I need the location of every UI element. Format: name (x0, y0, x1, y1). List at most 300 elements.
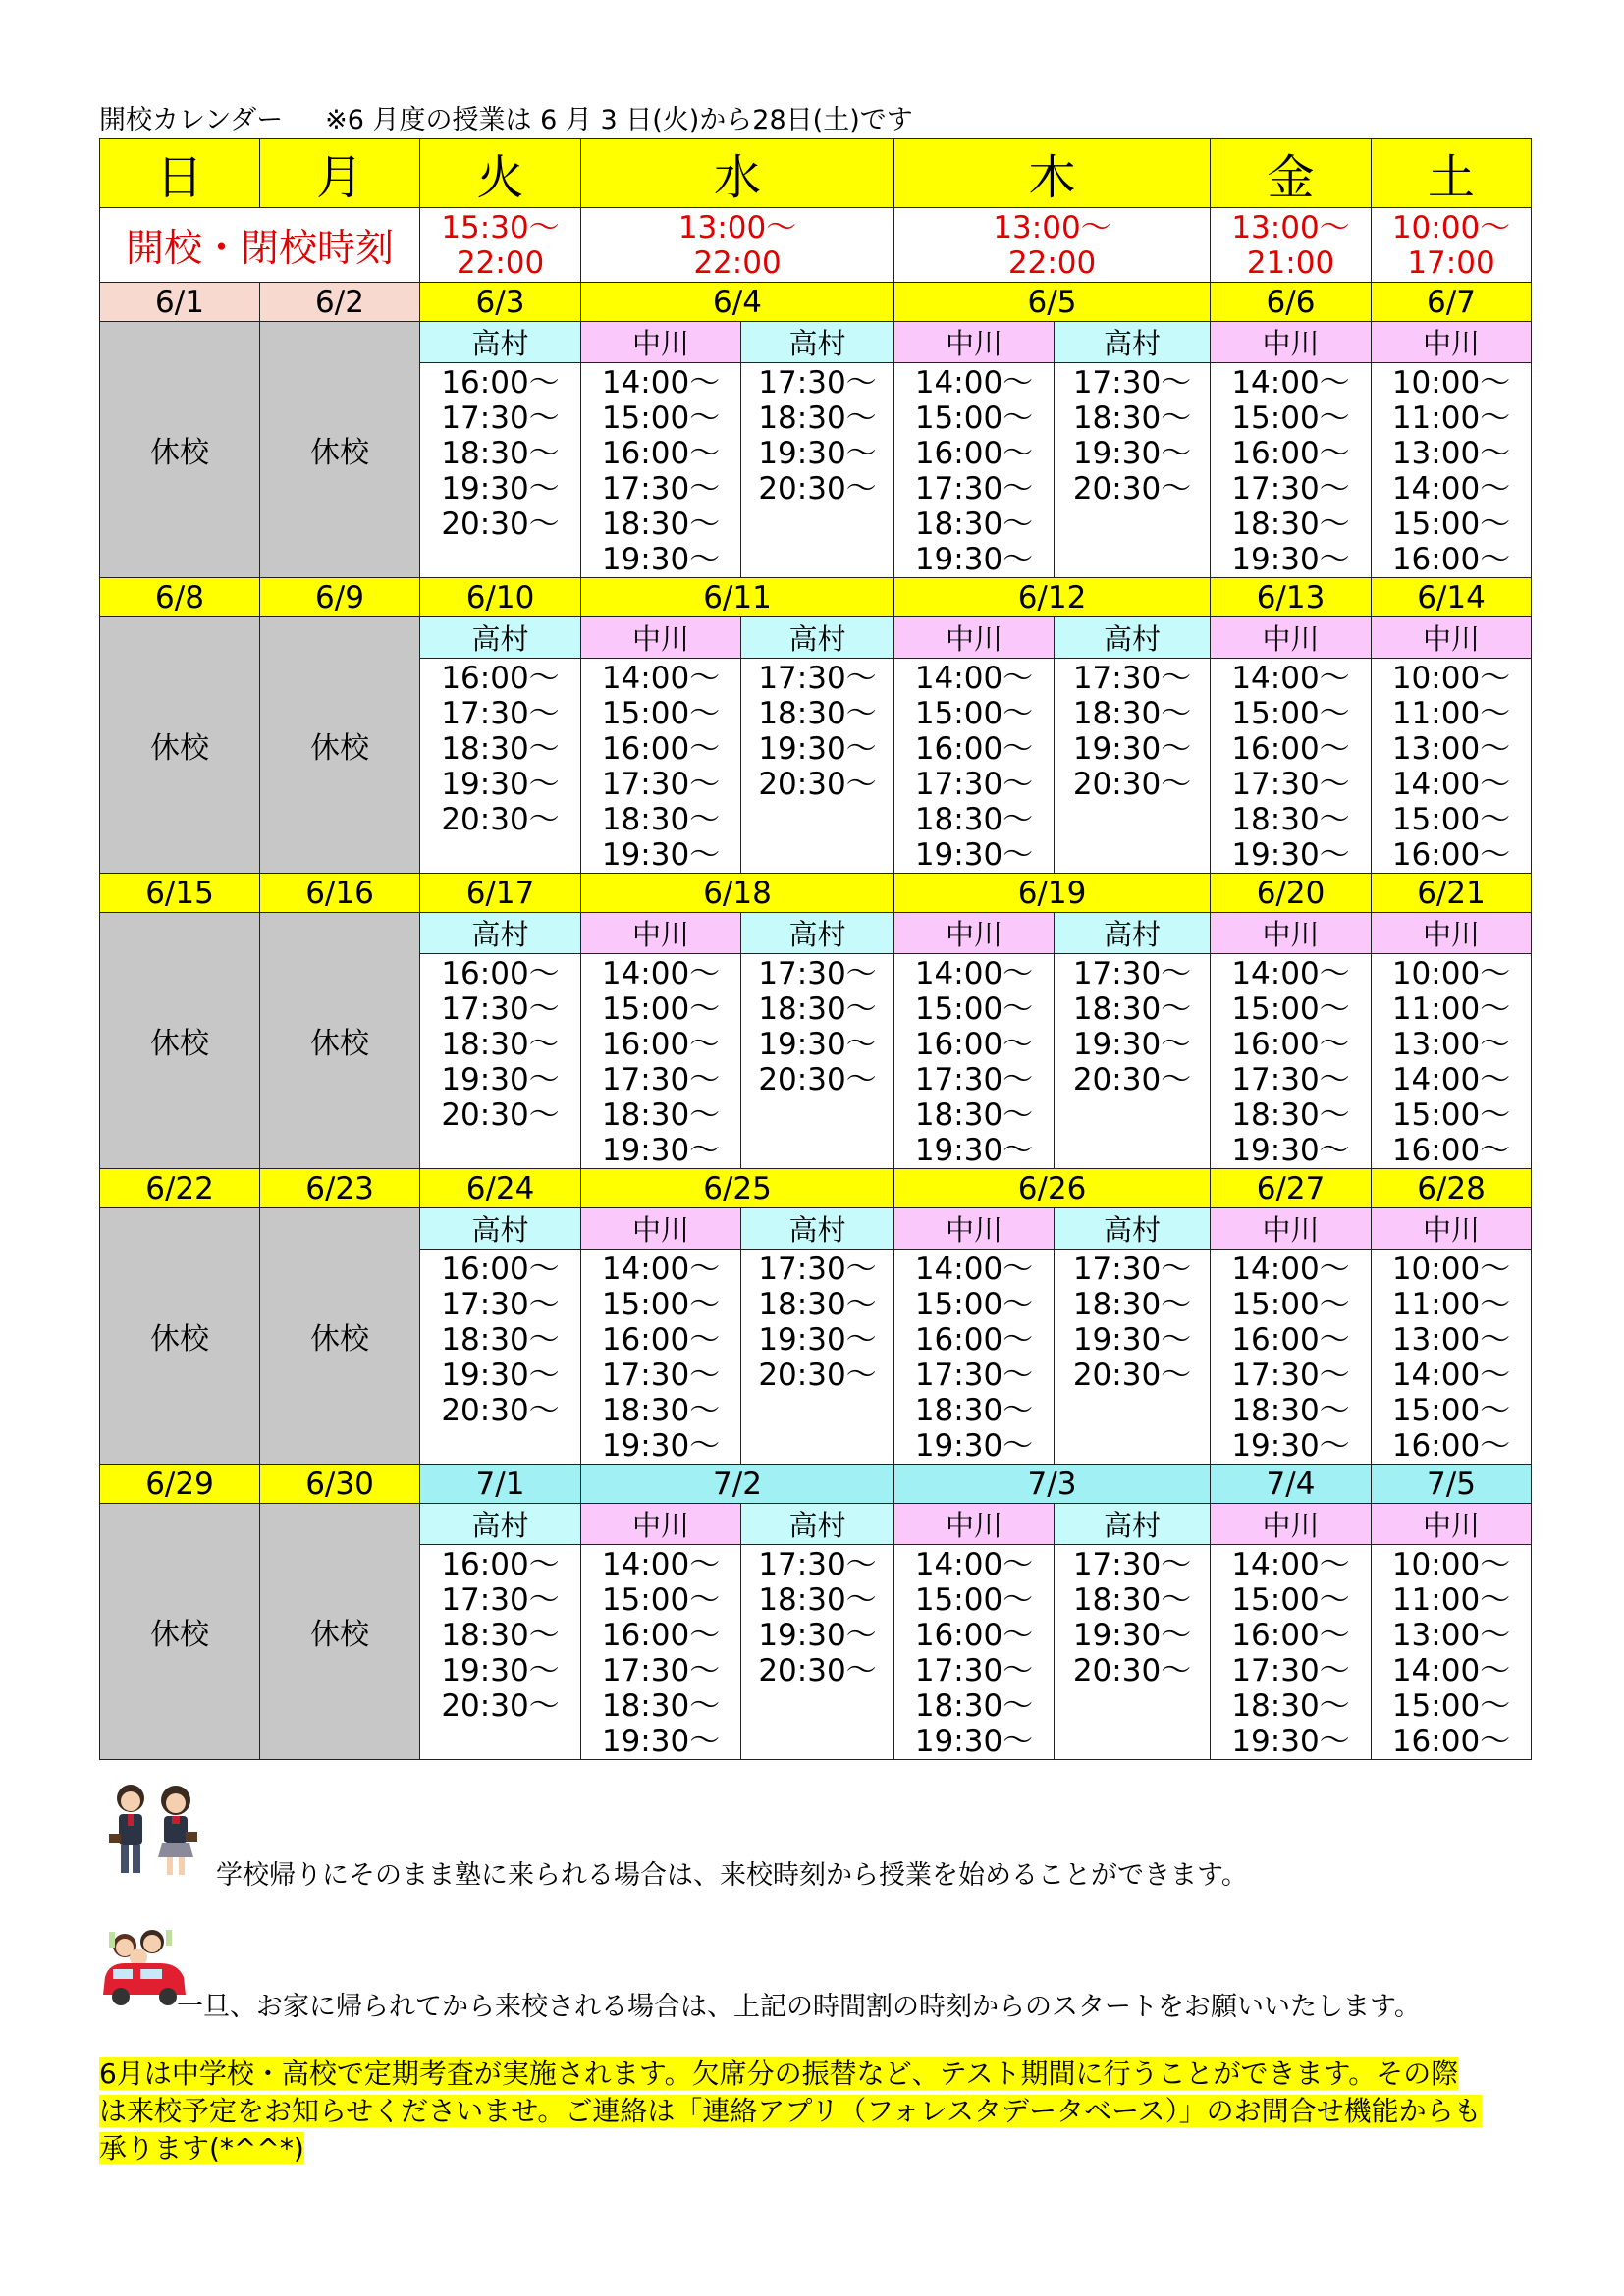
timeslot: 20:30～ (441, 507, 560, 542)
timeslot: 14:00～ (914, 661, 1034, 696)
timeslot: 19:30～ (914, 837, 1034, 873)
closed-sun: 休校 (100, 617, 260, 874)
timeslot: 16:00～ (441, 365, 560, 400)
dayname-mon: 月 (260, 139, 420, 208)
timeslot: 20:30～ (1072, 1358, 1192, 1393)
timeslot: 18:30～ (758, 400, 877, 436)
timeslot: 18:30～ (1072, 991, 1192, 1027)
timeslot: 16:00～ (601, 731, 721, 767)
timeslot: 14:00～ (1231, 365, 1350, 400)
teacher-cell: 中川 (581, 617, 741, 659)
timeslot: 17:30～ (914, 1653, 1034, 1688)
timeslot: 14:00～ (601, 956, 721, 991)
teacher-cell: 中川 (1211, 322, 1372, 363)
timeslot: 19:30～ (1231, 1133, 1350, 1168)
timeslot: 15:00～ (601, 1582, 721, 1618)
timeslot-list (420, 1250, 581, 1465)
timeslot: 19:30～ (601, 1724, 721, 1759)
timeslot: 17:30～ (1231, 471, 1350, 507)
teacher-cell: 中川 (1211, 1208, 1372, 1250)
timeslot: 17:30～ (1231, 1653, 1350, 1688)
date-cell: 6/14 (1372, 578, 1532, 617)
timeslot: 15:00～ (1391, 1688, 1511, 1724)
date-cell: 6/28 (1372, 1169, 1532, 1208)
timeslot: 13:00～ (1391, 731, 1511, 767)
teacher-cell: 高村 (1055, 617, 1211, 659)
timeslot: 14:00～ (1231, 1252, 1350, 1287)
timeslot-list (1372, 954, 1532, 1169)
timeslot: 19:30～ (1231, 1724, 1350, 1759)
timeslot: 18:30～ (914, 802, 1034, 837)
date-cell: 6/7 (1372, 283, 1532, 322)
timeslot: 17:30～ (758, 1252, 877, 1287)
teacher-cell: 高村 (741, 1504, 894, 1545)
hours-label: 開校・閉校時刻 (100, 208, 420, 283)
timeslot: 16:00～ (601, 1618, 721, 1653)
teacher-cell: 高村 (420, 1504, 581, 1545)
hours-tue: 15:30～ 22:00 (420, 208, 581, 283)
timeslot: 17:30～ (914, 767, 1034, 802)
timeslot: 13:00～ (1391, 1618, 1511, 1653)
closed-mon: 休校 (260, 913, 420, 1169)
timeslot: 16:00～ (914, 1027, 1034, 1062)
timeslot: 18:30～ (1231, 1097, 1350, 1133)
timeslot-list (420, 1545, 581, 1760)
timeslot-list (1211, 363, 1372, 578)
date-cell: 6/23 (260, 1169, 420, 1208)
dayname-fri: 金 (1211, 139, 1372, 208)
timeslot: 19:30～ (914, 1428, 1034, 1464)
closed-mon: 休校 (260, 617, 420, 874)
timeslot-list (741, 954, 894, 1169)
timeslot-list (1055, 954, 1211, 1169)
timeslot: 15:00～ (601, 991, 721, 1027)
date-cell: 6/8 (100, 578, 260, 617)
date-cell: 6/15 (100, 874, 260, 913)
timeslot: 19:30～ (1231, 1428, 1350, 1464)
timeslot: 14:00～ (1391, 767, 1511, 802)
date-cell: 6/22 (100, 1169, 260, 1208)
timeslot: 15:00～ (1231, 1582, 1350, 1618)
closed-mon: 休校 (260, 1208, 420, 1465)
timeslot-list (894, 954, 1055, 1169)
date-cell: 7/1 (420, 1465, 581, 1504)
teacher-cell: 中川 (1372, 1208, 1532, 1250)
timeslot: 19:30～ (441, 1358, 560, 1393)
timeslot: 18:30～ (1231, 1393, 1350, 1428)
timeslot-list (1211, 1545, 1372, 1760)
timeslot: 19:30～ (1072, 731, 1192, 767)
date-cell: 6/24 (420, 1169, 581, 1208)
timeslot: 17:30～ (914, 1358, 1034, 1393)
closed-mon: 休校 (260, 1504, 420, 1760)
timeslot: 16:00～ (601, 436, 721, 471)
timeslot: 17:30～ (441, 400, 560, 436)
teacher-cell: 高村 (1055, 1504, 1211, 1545)
teacher-cell: 高村 (420, 1208, 581, 1250)
timeslot: 16:00～ (1391, 1133, 1511, 1168)
teacher-cell: 高村 (741, 913, 894, 954)
date-cell: 6/18 (581, 874, 894, 913)
teacher-cell: 中川 (1211, 913, 1372, 954)
timeslot: 14:00～ (914, 1547, 1034, 1582)
teacher-cell: 中川 (894, 1504, 1055, 1545)
timeslot: 14:00～ (601, 365, 721, 400)
timeslot: 18:30～ (758, 991, 877, 1027)
date-cell: 6/21 (1372, 874, 1532, 913)
timeslot: 18:30～ (1072, 1287, 1192, 1322)
timeslot-list (420, 954, 581, 1169)
timeslot: 19:30～ (441, 471, 560, 507)
teacher-cell: 中川 (894, 1208, 1055, 1250)
closed-sun: 休校 (100, 1504, 260, 1760)
timeslot: 18:30～ (601, 1688, 721, 1724)
timeslot: 11:00～ (1391, 1582, 1511, 1618)
date-cell: 6/1 (100, 283, 260, 322)
students-walking-icon (101, 1777, 207, 1885)
date-cell: 6/26 (894, 1169, 1211, 1208)
timeslot: 18:30～ (758, 696, 877, 731)
timeslot: 19:30～ (601, 1133, 721, 1168)
date-cell: 7/5 (1372, 1465, 1532, 1504)
date-cell: 6/30 (260, 1465, 420, 1504)
date-cell: 6/9 (260, 578, 420, 617)
timeslot: 17:30～ (601, 471, 721, 507)
timeslot: 14:00～ (1231, 1547, 1350, 1582)
date-cell: 6/11 (581, 578, 894, 617)
timeslot: 17:30～ (601, 1062, 721, 1097)
notice-line-3: 承ります(*^^*) (99, 2132, 304, 2164)
timeslot: 17:30～ (1072, 956, 1192, 991)
timeslot: 18:30～ (601, 507, 721, 542)
timeslot: 16:00～ (914, 1322, 1034, 1358)
teacher-cell: 高村 (420, 322, 581, 363)
timeslot: 19:30～ (441, 1653, 560, 1688)
timeslot: 14:00～ (601, 1547, 721, 1582)
timeslot: 17:30～ (441, 1582, 560, 1618)
date-cell: 7/4 (1211, 1465, 1372, 1504)
timeslot: 16:00～ (1391, 1428, 1511, 1464)
hours-fri: 13:00～ 21:00 (1211, 208, 1372, 283)
timeslot: 18:30～ (914, 1688, 1034, 1724)
timeslot-list (894, 1250, 1055, 1465)
date-cell: 6/4 (581, 283, 894, 322)
timeslot: 16:00～ (1391, 1724, 1511, 1759)
notice-line-2: は来校予定をお知らせくださいませ。ご連絡は「連絡アプリ（フォレスタデータベース）」のお問合せ機能からも (99, 2095, 1482, 2127)
timeslot: 14:00～ (914, 956, 1034, 991)
teacher-cell: 中川 (1372, 1504, 1532, 1545)
timeslot: 16:00～ (601, 1322, 721, 1358)
timeslot: 19:30～ (758, 436, 877, 471)
timeslot: 18:30～ (1072, 696, 1192, 731)
timeslot: 10:00～ (1391, 661, 1511, 696)
teacher-cell: 中川 (581, 913, 741, 954)
timeslot: 16:00～ (914, 436, 1034, 471)
timeslot: 13:00～ (1391, 1027, 1511, 1062)
timeslot-list (1055, 659, 1211, 874)
note-from-home: 一旦、お家に帰られてから来校される場合は、上記の時間割の時刻からのスタートをお願いいたします。 (177, 1992, 1421, 2022)
timeslot: 15:00～ (601, 696, 721, 731)
timeslot: 17:30～ (758, 1547, 877, 1582)
timeslot: 18:30～ (758, 1582, 877, 1618)
timeslot: 15:00～ (914, 1287, 1034, 1322)
timeslot: 20:30～ (441, 1688, 560, 1724)
timeslot: 19:30～ (914, 1724, 1034, 1759)
timeslot: 19:30～ (1072, 1027, 1192, 1062)
timeslot: 18:30～ (601, 802, 721, 837)
teacher-cell: 中川 (581, 322, 741, 363)
timeslot: 18:30～ (1072, 400, 1192, 436)
timeslot: 17:30～ (758, 956, 877, 991)
timeslot-list (741, 1250, 894, 1465)
teacher-cell: 中川 (1372, 322, 1532, 363)
timeslot: 18:30～ (601, 1097, 721, 1133)
teacher-cell: 高村 (1055, 1208, 1211, 1250)
timeslot: 19:30～ (601, 837, 721, 873)
date-cell: 6/5 (894, 283, 1211, 322)
timeslot: 18:30～ (914, 507, 1034, 542)
timeslot: 18:30～ (1231, 1688, 1350, 1724)
timeslot: 18:30～ (758, 1287, 877, 1322)
teacher-cell: 中川 (581, 1504, 741, 1545)
date-cell: 6/3 (420, 283, 581, 322)
timeslot: 17:30～ (1072, 1252, 1192, 1287)
date-cell: 6/25 (581, 1169, 894, 1208)
timeslot: 20:30～ (1072, 1653, 1192, 1688)
timeslot: 18:30～ (441, 731, 560, 767)
timeslot: 16:00～ (441, 1252, 560, 1287)
teacher-cell: 高村 (741, 617, 894, 659)
timeslot: 17:30～ (441, 1287, 560, 1322)
timeslot: 19:30～ (1072, 1618, 1192, 1653)
timeslot: 17:30～ (914, 471, 1034, 507)
timeslot: 17:30～ (601, 1653, 721, 1688)
dayname-tue: 火 (420, 139, 581, 208)
timeslot: 19:30～ (758, 1027, 877, 1062)
date-cell: 6/16 (260, 874, 420, 913)
timeslot: 16:00～ (1231, 436, 1350, 471)
timeslot: 13:00～ (1391, 436, 1511, 471)
timeslot: 17:30～ (1072, 365, 1192, 400)
timeslot: 17:30～ (1072, 1547, 1192, 1582)
timeslot: 16:00～ (914, 1618, 1034, 1653)
date-cell: 6/10 (420, 578, 581, 617)
dayname-thu: 木 (894, 139, 1211, 208)
closed-sun: 休校 (100, 913, 260, 1169)
timeslot: 14:00～ (1391, 471, 1511, 507)
teacher-cell: 高村 (1055, 913, 1211, 954)
timeslot: 15:00～ (914, 696, 1034, 731)
timeslot: 17:30～ (601, 767, 721, 802)
closed-sun: 休校 (100, 1208, 260, 1465)
timeslot: 15:00～ (1231, 991, 1350, 1027)
timeslot: 11:00～ (1391, 400, 1511, 436)
timeslot: 16:00～ (1231, 1618, 1350, 1653)
timeslot: 18:30～ (441, 1027, 560, 1062)
timeslot: 17:30～ (758, 661, 877, 696)
teacher-cell: 高村 (420, 913, 581, 954)
timeslot: 15:00～ (601, 1287, 721, 1322)
timeslot: 18:30～ (441, 1618, 560, 1653)
timeslot: 17:30～ (1231, 1062, 1350, 1097)
timeslot: 18:30～ (914, 1393, 1034, 1428)
timeslot: 14:00～ (914, 1252, 1034, 1287)
timeslot: 15:00～ (1231, 400, 1350, 436)
teacher-cell: 高村 (1055, 322, 1211, 363)
timeslot: 17:30～ (441, 696, 560, 731)
timeslot: 14:00～ (914, 365, 1034, 400)
timeslot: 15:00～ (1391, 507, 1511, 542)
teacher-cell: 中川 (894, 913, 1055, 954)
timeslot-list (1372, 1250, 1532, 1465)
timeslot-list (741, 659, 894, 874)
timeslot: 20:30～ (758, 471, 877, 507)
calendar-title: 開校カレンダー (99, 105, 284, 135)
date-cell: 6/17 (420, 874, 581, 913)
timeslot: 18:30～ (1231, 507, 1350, 542)
timeslot: 11:00～ (1391, 1287, 1511, 1322)
timeslot: 10:00～ (1391, 956, 1511, 991)
closed-mon: 休校 (260, 322, 420, 578)
timeslot: 18:30～ (441, 1322, 560, 1358)
timeslot: 19:30～ (914, 542, 1034, 577)
timeslot: 17:30～ (914, 1062, 1034, 1097)
timeslot: 16:00～ (441, 1547, 560, 1582)
date-cell: 7/2 (581, 1465, 894, 1504)
teacher-cell: 高村 (741, 322, 894, 363)
timeslot: 17:30～ (1072, 661, 1192, 696)
date-cell: 6/20 (1211, 874, 1372, 913)
timeslot: 20:30～ (758, 767, 877, 802)
timeslot: 18:30～ (1231, 802, 1350, 837)
teacher-cell: 中川 (581, 1208, 741, 1250)
timeslot: 17:30～ (601, 1358, 721, 1393)
teacher-cell: 中川 (894, 322, 1055, 363)
calendar-table (99, 138, 1532, 1760)
timeslot: 17:30～ (1231, 1358, 1350, 1393)
timeslot: 20:30～ (758, 1062, 877, 1097)
timeslot: 19:30～ (1231, 542, 1350, 577)
timeslot: 14:00～ (1231, 956, 1350, 991)
timeslot-list (894, 659, 1055, 874)
hours-wed: 13:00～ 22:00 (581, 208, 894, 283)
notice-line-1: 6月は中学校・高校で定期考査が実施されます。欠席分の振替など、テスト期間に行うことができます。その際 (99, 2057, 1459, 2090)
schedule-note: ※6 月度の授業は 6 月 3 日(火)から28日(土)です (325, 105, 913, 135)
timeslot: 19:30～ (601, 542, 721, 577)
timeslot: 10:00～ (1391, 365, 1511, 400)
timeslot: 16:00～ (1391, 837, 1511, 873)
date-cell: 6/27 (1211, 1169, 1372, 1208)
timeslot: 20:30～ (758, 1358, 877, 1393)
timeslot: 15:00～ (1391, 1097, 1511, 1133)
timeslot: 19:30～ (1072, 436, 1192, 471)
note-after-school: 学校帰りにそのまま塾に来られる場合は、来校時刻から授業を始めることができます。 (216, 1860, 1248, 1891)
hours-sat: 10:00～ 17:00 (1372, 208, 1532, 283)
timeslot: 20:30～ (441, 1097, 560, 1133)
timeslot: 10:00～ (1391, 1547, 1511, 1582)
timeslot: 11:00～ (1391, 991, 1511, 1027)
timeslot: 15:00～ (914, 400, 1034, 436)
date-cell: 7/3 (894, 1465, 1211, 1504)
teacher-cell: 中川 (1211, 617, 1372, 659)
timeslot: 19:30～ (441, 767, 560, 802)
timeslot-list (420, 659, 581, 874)
date-cell: 6/12 (894, 578, 1211, 617)
teacher-cell: 中川 (1211, 1504, 1372, 1545)
timeslot: 20:30～ (758, 1653, 877, 1688)
dayname-sat: 土 (1372, 139, 1532, 208)
timeslot-list (581, 954, 741, 1169)
timeslot: 14:00～ (1391, 1358, 1511, 1393)
timeslot: 17:30～ (441, 991, 560, 1027)
timeslot: 14:00～ (1231, 661, 1350, 696)
timeslot-list (581, 1250, 741, 1465)
timeslot: 15:00～ (1391, 802, 1511, 837)
dayname-wed: 水 (581, 139, 894, 208)
closed-sun: 休校 (100, 322, 260, 578)
timeslot: 16:00～ (1231, 1322, 1350, 1358)
timeslot-list (894, 1545, 1055, 1760)
timeslot: 18:30～ (441, 436, 560, 471)
date-cell: 6/19 (894, 874, 1211, 913)
timeslot: 18:30～ (914, 1097, 1034, 1133)
timeslot: 19:30～ (758, 1618, 877, 1653)
timeslot-list (1211, 954, 1372, 1169)
teacher-cell: 中川 (894, 617, 1055, 659)
timeslot-list (420, 363, 581, 578)
timeslot-list (1372, 1545, 1532, 1760)
timeslot: 16:00～ (1391, 542, 1511, 577)
timeslot-list (741, 363, 894, 578)
timeslot: 15:00～ (1391, 1393, 1511, 1428)
timeslot: 14:00～ (1391, 1062, 1511, 1097)
timeslot: 16:00～ (1231, 1027, 1350, 1062)
timeslot: 16:00～ (441, 661, 560, 696)
timeslot-list (1055, 1545, 1211, 1760)
timeslot: 20:30～ (1072, 767, 1192, 802)
timeslot: 19:30～ (758, 731, 877, 767)
timeslot: 14:00～ (601, 1252, 721, 1287)
timeslot-list (1211, 659, 1372, 874)
timeslot: 11:00～ (1391, 696, 1511, 731)
timeslot: 20:30～ (441, 1393, 560, 1428)
date-cell: 6/6 (1211, 283, 1372, 322)
timeslot: 19:30～ (914, 1133, 1034, 1168)
hours-thu: 13:00～ 22:00 (894, 208, 1211, 283)
timeslot: 18:30～ (1072, 1582, 1192, 1618)
timeslot: 19:30～ (441, 1062, 560, 1097)
timeslot-list (581, 1545, 741, 1760)
timeslot: 18:30～ (601, 1393, 721, 1428)
timeslot: 20:30～ (1072, 471, 1192, 507)
timeslot-list (1372, 363, 1532, 578)
timeslot: 20:30～ (441, 802, 560, 837)
timeslot-list (1211, 1250, 1372, 1465)
timeslot: 10:00～ (1391, 1252, 1511, 1287)
timeslot: 16:00～ (914, 731, 1034, 767)
timeslot-list (581, 363, 741, 578)
timeslot-list (1372, 659, 1532, 874)
date-cell: 6/2 (260, 283, 420, 322)
timeslot: 15:00～ (914, 991, 1034, 1027)
timeslot: 15:00～ (914, 1582, 1034, 1618)
timeslot: 17:30～ (1231, 767, 1350, 802)
timeslot: 19:30～ (601, 1428, 721, 1464)
timeslot: 19:30～ (1072, 1322, 1192, 1358)
timeslot: 17:30～ (758, 365, 877, 400)
timeslot: 15:00～ (1231, 696, 1350, 731)
timeslot: 16:00～ (441, 956, 560, 991)
